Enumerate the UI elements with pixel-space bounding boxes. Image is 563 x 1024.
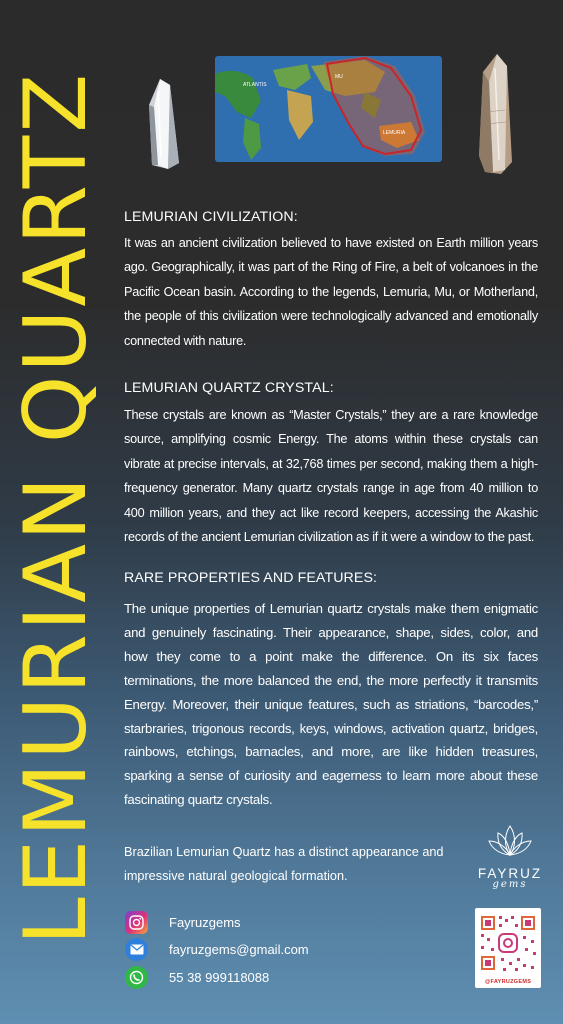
section-heading: LEMURIAN CIVILIZATION: [124, 209, 298, 225]
qr-code[interactable] [475, 908, 541, 988]
lemurian-quartz-crystal-image [475, 52, 515, 176]
map-label-lemuria: LEMURIA [383, 130, 406, 136]
map-label-mu: MU [335, 74, 343, 80]
brand-tagline: gems [492, 879, 528, 890]
section-body: These crystals are known as “Master Crystals,” they are a rare knowledge source, amplifying cosmic Energy. The atoms within these crystals can vibrate at precise intervals, at 32,768 times per second, making them a high-frequency generator. Many quartz crystals range in age from 40 million to 400 million years, and they act like record keepers, accessing the Akashic records of the ancient Lemurian civilization as if it were a window to the past. [124, 408, 538, 545]
clear-quartz-crystal-image [146, 77, 182, 171]
contact-text: fayruzgems@gmail.com [169, 941, 309, 957]
section-rare-properties [124, 570, 538, 812]
whatsapp-icon [125, 966, 148, 989]
contact-whatsapp[interactable] [125, 965, 269, 989]
section-lemurian-quartz-crystal [124, 380, 538, 549]
world-map-image [215, 56, 442, 162]
vertical-title: LEMURIAN QUARTZ [6, 70, 106, 946]
instagram-icon [125, 911, 148, 934]
map-label-atlantis: ATLANTIS [243, 82, 267, 88]
section-body: It was an ancient civilization believed to have existed on Earth million years ago. Geographically, it was part of the Ring of Fire, a belt of volcanoes in the Pacific Ocean basin. According to the legends, Lemuria, Mu, or Motherland, the people of this civilization were technologically advanced and emotionally connected with nature. [124, 236, 538, 348]
qr-label: @FAYRUZGEMS [484, 979, 532, 985]
footer-description: Brazilian Lemurian Quartz has a distinct appearance and impressive natural geological formation. [124, 845, 444, 883]
section-body: The unique properties of Lemurian quartz crystals make them enigmatic and genuinely fascinating. Their appearance, shape, sides, color, and how they come to a point make the difference. On its six faces terminations, the more balanced the end, the more perfectly it transmits Energy. Moreover, their unique features, such as striations, “barcodes,” starbraries, trigonous records, keys, windows, activation quartz, bridges, rainbows, etchings, barnacles, and more, are like hidden treasures, sparking a sense of curiosity and eagerness to learn more about these fascinating quartz crystals. [124, 601, 538, 808]
contact-text: Fayruzgems [169, 914, 241, 930]
contact-text: 55 38 999118088 [169, 969, 270, 985]
section-heading: LEMURIAN QUARTZ CRYSTAL: [124, 380, 334, 396]
section-heading: RARE PROPERTIES AND FEATURES: [124, 570, 378, 586]
contact-instagram[interactable] [125, 910, 241, 934]
contact-email[interactable] [125, 937, 309, 961]
email-icon [125, 938, 148, 961]
brand-logo [474, 823, 546, 890]
section-lemurian-civilization [124, 209, 538, 353]
qr-code-pattern [475, 910, 541, 976]
brand-name: FAYRUZ [477, 866, 543, 881]
lotus-icon [485, 823, 535, 861]
